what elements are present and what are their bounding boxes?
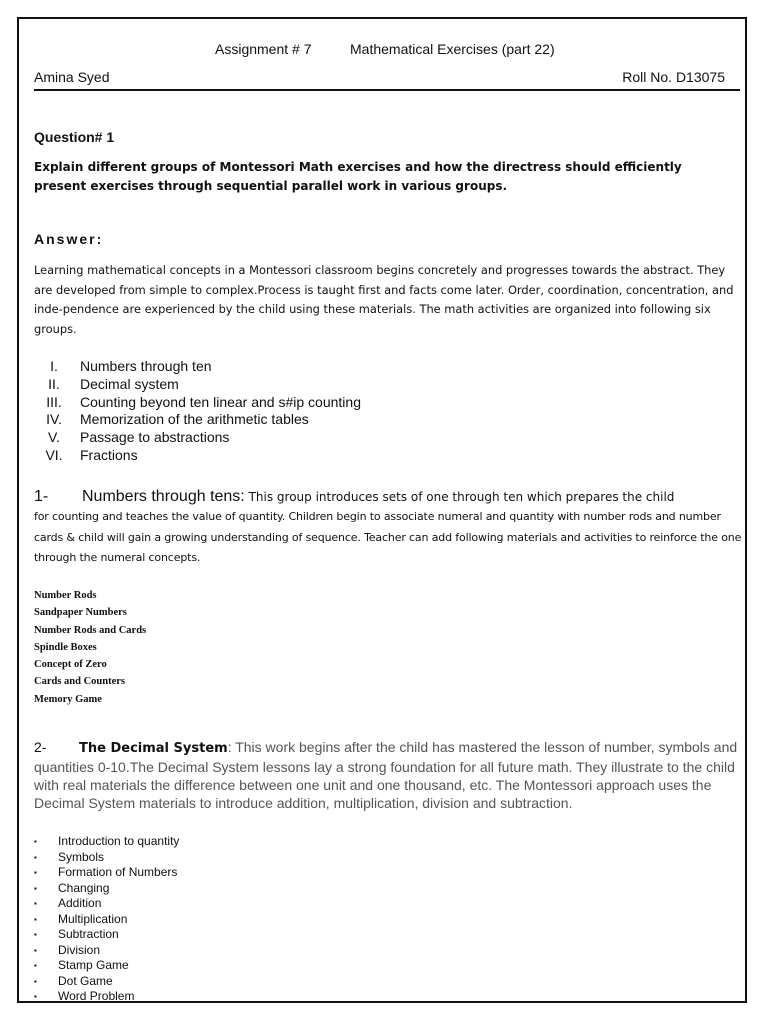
answer-heading: Answer: [34,231,104,247]
decimal-item [34,896,179,912]
decimal-item-label: Dot Game [58,973,113,988]
group-label: Counting beyond ten linear and s#ip counting [80,393,361,410]
bullet-icon: ▪ [34,852,37,862]
section-decimal-system [34,738,744,812]
group-number: V. [48,429,60,446]
decimal-item [34,865,179,881]
decimal-item-label: Formation of Numbers [58,865,178,879]
question-text: Explain different groups of Montessori Math exercises and how the directress should efficiently present exercises through sequential parallel work in various groups. [34,160,682,193]
material-item: Cards and Counters [34,676,126,688]
decimal-item-label: Division [58,942,101,957]
decimal-item-label: Symbols [58,849,105,864]
group-number: I. [50,358,58,374]
group-number: IV. [46,411,62,428]
materials-list [34,587,146,708]
assignment-subject: Mathematical Exercises (part 22) [350,41,555,57]
header-divider [34,89,740,91]
decimal-item-label: Stamp Game [58,958,129,972]
groups-list [34,358,361,465]
student-name: Amina Syed [34,69,110,85]
decimal-item [34,834,179,850]
decimal-item [34,943,179,959]
group-item [34,394,361,412]
group-number: VI. [45,446,63,463]
material-item: Number Rods [34,590,97,601]
page-frame [17,17,747,1003]
section1-body: for counting and teaches the value of quantity. Children begin to associate numeral and quantity with number rods and number cards & child will gain a growing understanding of sequence. Teacher can add following materials and activities to reinforce the one through the numeral concepts. [34,510,742,564]
section2-text: : This work begins after the child has mastered the lesson of number, symbols and quantities 0-10.The Decimal System lessons lay a strong foundation for all future math. They illustrate to the child with real materials the difference between one unit and one thousand, etc. The Montessori approach uses the Decimal System materials to introduce addition, multiplication, division and subtraction. [34,739,738,811]
material-item: Memory Game [34,693,102,705]
bullet-icon: ▪ [34,945,37,955]
bullet-icon: ▪ [34,837,37,846]
decimal-item [34,912,179,928]
bullet-icon: ▪ [34,976,37,986]
group-item [34,411,361,429]
bullet-icon: ▪ [34,930,37,939]
assignment-number: Assignment # 7 [215,41,312,57]
group-label: Decimal system [80,375,179,392]
group-label: Passage to abstractions [80,429,230,446]
section2-number: 2- [34,739,47,755]
question-heading: Question# 1 [34,129,115,145]
decimal-item-label: Multiplication [58,911,128,926]
decimal-item-label: Changing [58,880,110,895]
group-label: Numbers through ten [80,358,212,374]
decimal-item-label: Subtraction [58,927,119,941]
decimal-item [34,974,179,990]
group-number: II. [48,375,60,392]
section1-title: Numbers through tens: [82,488,245,505]
answer-text: Learning mathematical concepts in a Montessori classroom begins concretely and progresses towards the abstract. They are developed from simple to complex.Process is taught first and facts come later. Order, coordination, concentration, and inde-pendence are experienced by the child using these materials. The math activities are organized into following six groups. [34,263,734,336]
decimal-item-label: Introduction to quantity [58,834,180,848]
student-line [34,69,730,85]
bullet-icon: ▪ [34,992,37,1001]
bullet-icon: ▪ [34,899,37,908]
group-label: Fractions [80,446,138,463]
decimal-item [34,850,179,866]
bullet-icon: ▪ [34,868,37,877]
section1-number: 1- [34,488,49,505]
decimal-items-list [34,834,179,1003]
group-item [34,358,361,376]
roll-number: Roll No. D13075 [622,69,725,85]
decimal-item [34,958,179,974]
material-item: Sandpaper Numbers [34,607,127,619]
group-number: III. [46,393,62,410]
bullet-icon: ▪ [34,961,37,970]
material-item: Concept of Zero [34,659,107,671]
decimal-item-label: Word Problem [58,989,135,1003]
decimal-item [34,927,179,943]
decimal-item [34,989,179,1003]
decimal-item [34,881,179,897]
section-numbers-through-ten [34,487,744,569]
bullet-icon: ▪ [34,883,37,893]
group-item [34,447,361,465]
section1-intro: This group introduces sets of one through ten which prepares the child [244,490,675,504]
section2-title: The Decimal System [79,741,228,756]
material-item: Spindle Boxes [34,641,97,653]
material-item: Number Rods and Cards [34,624,147,636]
bullet-icon: ▪ [34,914,37,924]
group-item [34,429,361,447]
group-item [34,376,361,394]
decimal-item-label: Addition [58,896,102,910]
group-label: Memorization of the arithmetic tables [80,411,309,428]
